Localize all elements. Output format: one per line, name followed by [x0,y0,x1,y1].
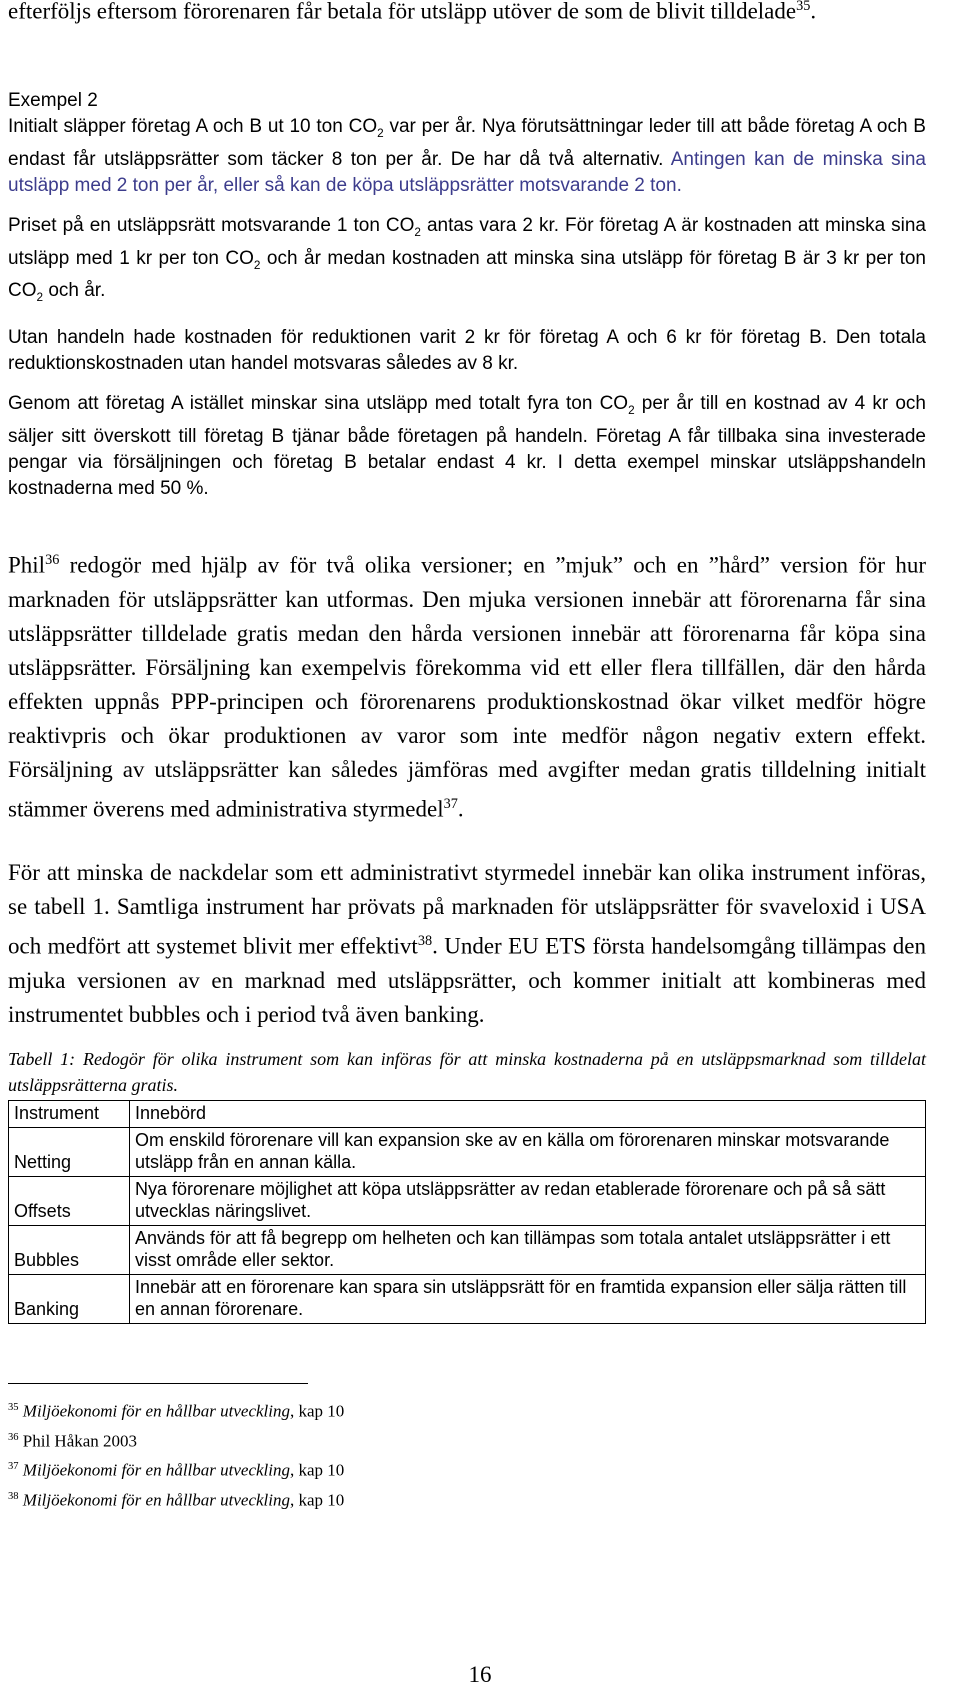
footnote-divider [8,1383,308,1384]
instrument-description: Används för att få begrepp om helheten och kan tillämpas som totala antalet utsläppsrätter i ett visst område eller sektor. [130,1226,926,1275]
instrument-name: Bubbles [9,1226,130,1275]
footnote-ref-36[interactable]: 36 [45,552,60,568]
footnote-ref-38[interactable]: 38 [417,933,433,950]
instrument-name: Banking [9,1275,130,1324]
intro-paragraph: efterföljs eftersom förorenaren får betala för utsläpp utöver de som de blivit tilldelade$^{35}$. [8,0,817,24]
footnotes [8,1395,344,1514]
instrument-description: Innebär att en förorenare kan spara sin utsläppsrätt för en framtida expansion eller sälja rätten till en annan förorenare. [130,1275,926,1324]
table-header-description: Innebörd [130,1101,926,1128]
table-row [9,1177,926,1226]
paragraph-instrument: För att minska de nackdelar som ett administrativt styrmedel innebär kan olika instrument införas, se tabell 1. Samtliga instrument har prövats på marknaden för utsläppsrätter för svaveloxid i USA och medfört att systemet blivit mer effektivt$^{38}$. Under EU ETS första handelsomgång tillämpas den mjuka versionen av en marknad med utsläppsrätter, och kommer initialt att kombineras med instrumentet bubbles och i period två även banking. [8,860,927,1027]
footnote-35: $^{35}$ Miljöekonomi för en hållbar utveckling, kap 10 [8,1401,345,1421]
example-paragraph-3: Utan handeln hade kostnaden för reduktionen varit 2 kr för företag A och 6 kr för företag B. Den totala reduktionskostnaden utan handel motsvaras således av 8 kr. [8,327,926,375]
table-row [9,1275,926,1324]
instrument-description: Nya förorenare möjlighet att köpa utsläppsrätter av redan etablerade förorenare och på så sätt utvecklas näringslivet. [130,1177,926,1226]
example-paragraph-2: Priset på en utsläppsrätt motsvarande 1 ton $CO_2$ antas vara 2 kr. För företag A är kostnaden att minska sina utsläpp med 1 kr per ton $CO_2$ och år medan kostnaden att minska sina utsläpp för företag B är 3 kr per ton $CO_2$ och år. [8,214,926,305]
body-text [8,543,926,1062]
example-paragraph-1: Initialt släpper företag A och B ut 10 ton $CO_2$ var per år. Nya förutsättningar leder till att både företag A och B endast får utsläppsrätter som täcker 8 ton per år. De har då två alternativ. Antingen kan de minska sina utsläpp med 2 ton per år, eller så kan de köpa utsläppsrätter motsvarande 2 ton. [8,116,926,196]
example-title: Exempel 2 [8,90,98,111]
instrument-name: Offsets [9,1177,130,1226]
footnote-ref-37[interactable]: 37 [443,795,458,812]
footnote-37: $^{37}$ Miljöekonomi för en hållbar utveckling, kap 10 [8,1460,345,1480]
footnote-38: $^{38}$ Miljöekonomi för en hållbar utveckling, kap 10 [8,1490,345,1510]
footnote-ref-35[interactable]: 35 [796,0,811,14]
table-row [9,1226,926,1275]
instrument-table [8,1100,926,1324]
instrument-name: Netting [9,1128,130,1177]
table-caption: Tabell 1: Redogör för olika instrument som kan införas för att minska kostnaderna på en utsläppsmarknad som tilldelat utsläppsrätterna gratis. [8,1049,926,1095]
table-row [9,1128,926,1177]
table-header-instrument: Instrument [9,1101,130,1128]
table-header-row [9,1101,926,1128]
example-paragraph-4: Genom att företag A istället minskar sina utsläpp med totalt fyra ton $CO_2$ per år till en kostnad av 4 kr och säljer sitt överskott till företag B tjänar både företagen på handeln. Företag A får tillbaka sina investerade pengar via försäljningen och företag B betalar endast 4 kr. I detta exempel minskar utsläppshandeln kostnaderna med 50 %. [8,393,926,499]
footnote-36: $^{36}$ Phil Håkan 2003 [8,1431,138,1451]
paragraph-phil: Phil$^{36}$ redogör med hjälp av för två olika versioner; en ”mjuk” och en ”hård” version för hur marknaden för utsläppsrätter kan utformas. Den mjuka versionen innebär att förorenarna får sina utsläppsrätter tilldelade gratis medan den hårda versionen innebär att förorenarna får köpa sina utsläppsrätter. Försäljning kan exempelvis förekomma vid ett eller flera tillfällen, där den hårda effekten uppnås PPP-principen och förorenarens produktionskostnad ökar vilket medför högre reaktivpris och ökar produktionen av varor som inte medför någon negativ extern effekt. Försäljning av utsläppsrätter kan således jämföras med avgifter medan gratis tilldelning initialt stämmer överens med administrativa styrmedel$^{37}$. [8,552,926,822]
intro-text: efterföljs eftersom förorenaren får betala för utsläpp utöver de som de blivit tilldelade [8,0,797,24]
page-number: 16 [468,1662,492,1687]
example-box [8,88,926,516]
instrument-description: Om enskild förorenare vill kan expansion ske av en källa om förorenaren minskar motsvarande utsläpp från en annan källa. [130,1128,926,1177]
